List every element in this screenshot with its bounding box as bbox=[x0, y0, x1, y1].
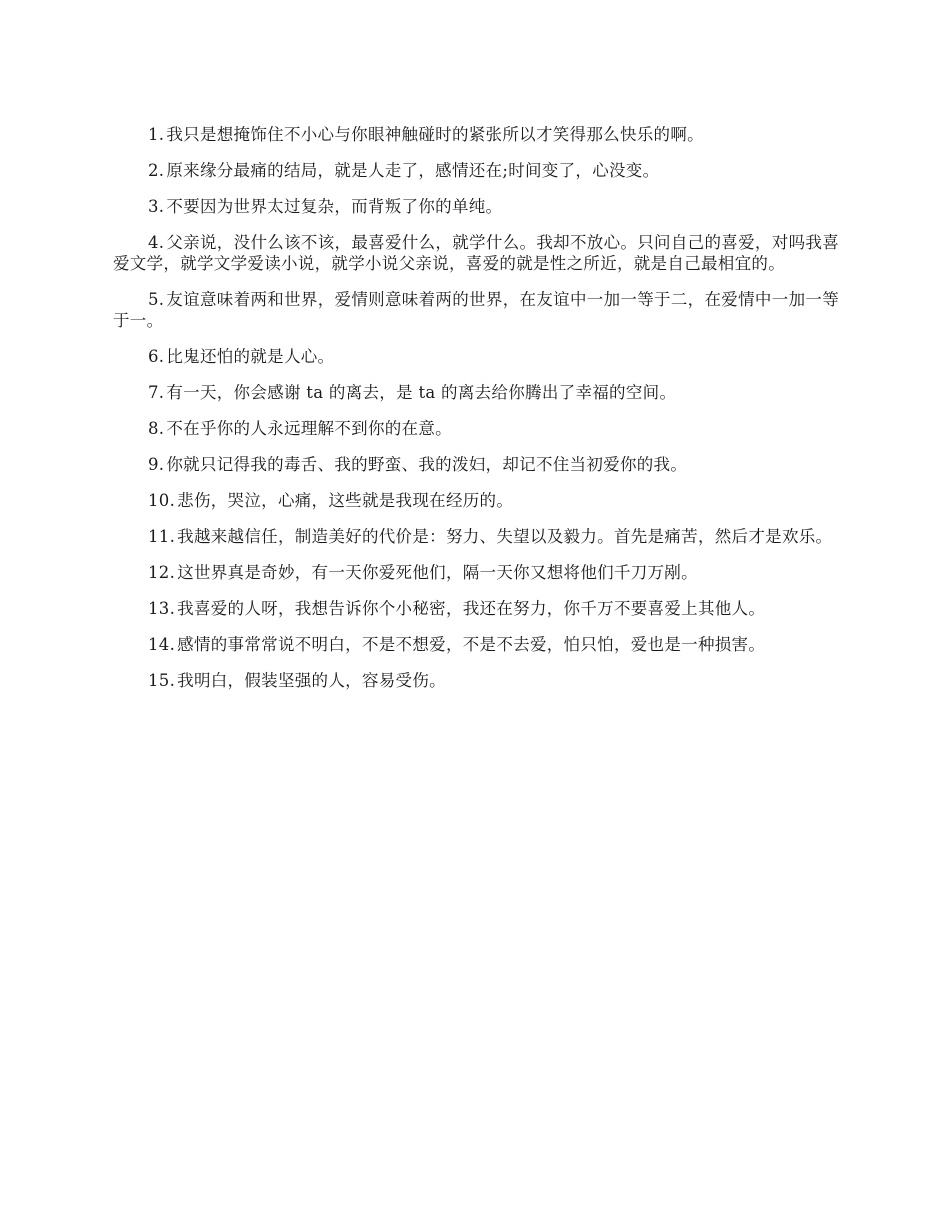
item-text: 不要因为世界太过复杂，而背叛了你的单纯。 bbox=[166, 197, 503, 216]
item-text: 不在乎你的人永远理解不到你的在意。 bbox=[166, 419, 452, 438]
item-number: 12. bbox=[148, 563, 176, 582]
item-text: 友谊意味着两和世界，爱情则意味着两的世界，在友谊中一加一等于二，在爱情中一加一等于一。 bbox=[113, 290, 839, 330]
paragraph-13 bbox=[113, 598, 839, 619]
paragraph-1 bbox=[113, 124, 839, 145]
item-text: 悲伤，哭泣，心痛，这些就是我现在经历的。 bbox=[177, 491, 514, 510]
document-body bbox=[113, 124, 839, 706]
item-text: 我明白，假装坚强的人，容易受伤。 bbox=[177, 671, 446, 690]
paragraph-7 bbox=[113, 382, 839, 403]
paragraph-14 bbox=[113, 634, 839, 655]
paragraph-6 bbox=[113, 346, 839, 367]
item-number: 15. bbox=[148, 671, 176, 690]
item-text: 我越来越信任，制造美好的代价是：努力、失望以及毅力。首先是痛苦，然后才是欢乐。 bbox=[177, 527, 833, 546]
paragraph-11 bbox=[113, 526, 839, 547]
item-number: 3. bbox=[148, 197, 165, 216]
paragraph-2 bbox=[113, 160, 839, 181]
item-text: 你就只记得我的毒舌、我的野蛮、我的泼妇，却记不住当初爱你的我。 bbox=[166, 455, 688, 474]
item-number: 9. bbox=[148, 455, 165, 474]
paragraph-5 bbox=[113, 289, 839, 331]
item-text: 感情的事常常说不明白，不是不想爱，不是不去爱，怕只怕，爱也是一种损害。 bbox=[177, 635, 766, 654]
paragraph-4 bbox=[113, 232, 839, 274]
paragraph-15 bbox=[113, 670, 839, 691]
item-number: 1. bbox=[148, 125, 165, 144]
item-number: 2. bbox=[148, 161, 165, 180]
paragraph-12 bbox=[113, 562, 839, 583]
paragraph-8 bbox=[113, 418, 839, 439]
item-number: 7. bbox=[148, 383, 165, 402]
paragraph-9 bbox=[113, 454, 839, 475]
item-number: 6. bbox=[148, 347, 165, 366]
item-text: 原来缘分最痛的结局，就是人走了，感情还在;时间变了，心没变。 bbox=[166, 161, 660, 180]
item-number: 8. bbox=[148, 419, 165, 438]
item-text: 这世界真是奇妙，有一天你爱死他们，隔一天你又想将他们千刀万剐。 bbox=[177, 563, 698, 582]
item-number: 5. bbox=[148, 290, 165, 309]
item-number: 11. bbox=[148, 527, 176, 546]
item-text: 我喜爱的人呀，我想告诉你个小秘密，我还在努力，你千万不要喜爱上其他人。 bbox=[177, 599, 766, 618]
item-number: 13. bbox=[148, 599, 176, 618]
item-text: 父亲说，没什么该不该，最喜爱什么，就学什么。我却不放心。只问自己的喜爱，对吗我喜爱文学，就学文学爱读小说，就学小说父亲说，喜爱的就是性之所近，就是自己最相宜的。 bbox=[113, 233, 839, 273]
item-text: 比鬼还怕的就是人心。 bbox=[166, 347, 335, 366]
item-number: 4. bbox=[148, 233, 165, 252]
paragraph-10 bbox=[113, 490, 839, 511]
item-text: 有一天，你会感谢 ta 的离去，是 ta 的离去给你腾出了幸福的空间。 bbox=[166, 383, 677, 402]
item-number: 10. bbox=[148, 491, 176, 510]
item-text: 我只是想掩饰住不小心与你眼神触碰时的紧张所以才笑得那么快乐的啊。 bbox=[166, 125, 704, 144]
item-number: 14. bbox=[148, 635, 176, 654]
paragraph-3 bbox=[113, 196, 839, 217]
